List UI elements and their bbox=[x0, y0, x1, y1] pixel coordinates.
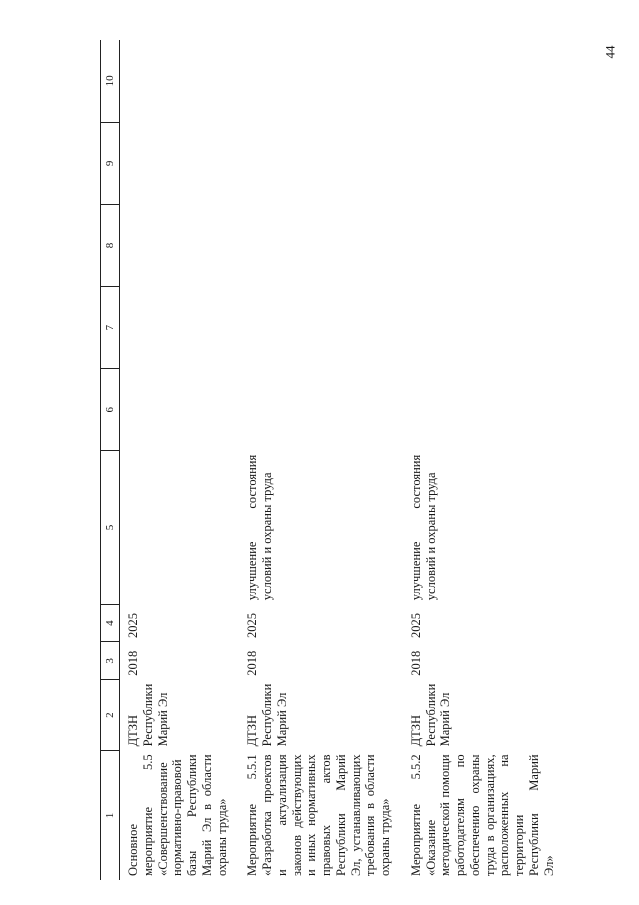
empty-cell bbox=[403, 369, 567, 451]
end-year-cell: 2025 bbox=[245, 612, 260, 638]
empty-cell bbox=[239, 40, 403, 122]
end-year-cell: 2025 bbox=[126, 612, 140, 638]
column-header-7: 7 bbox=[101, 287, 120, 369]
empty-cell bbox=[120, 40, 240, 122]
measure-name-cell: Мероприятие 5.5.1 «Разработка проектов и актуализация законов действующих и иных нормативных правовых актов Республики Марий Эл, устанавливающих требования в области охраны труда» bbox=[245, 754, 392, 876]
empty-cell bbox=[120, 369, 240, 451]
program-table bbox=[100, 40, 566, 880]
empty-cell bbox=[120, 204, 240, 286]
column-header-5: 5 bbox=[101, 451, 120, 604]
table-row bbox=[239, 40, 403, 880]
expected-result-cell: улучшение состояния условий и охраны труда bbox=[408, 454, 438, 601]
empty-cell bbox=[403, 287, 567, 369]
empty-cell bbox=[239, 369, 403, 451]
measure-name-cell: Мероприятие 5.5.2 «Оказание методической помощи работодателям по обеспечению охраны труда в организациях, расположенных на территории Республики Марий Эл» bbox=[408, 754, 556, 876]
expected-result-cell: улучшение состояния условий и охраны труда bbox=[245, 454, 274, 601]
column-header-8: 8 bbox=[101, 204, 120, 286]
column-number-row bbox=[101, 40, 120, 880]
empty-cell bbox=[403, 122, 567, 204]
empty-cell bbox=[239, 122, 403, 204]
executor-cell: ДТЗН Республики Марий Эл bbox=[408, 683, 453, 747]
end-year-cell: 2025 bbox=[408, 612, 423, 638]
expected-result-cell bbox=[120, 451, 240, 604]
start-year-cell: 2018 bbox=[408, 650, 423, 676]
executor-cell: ДТЗН Республики Марий Эл bbox=[245, 683, 289, 747]
empty-cell bbox=[120, 122, 240, 204]
column-header-10: 10 bbox=[101, 40, 120, 122]
rotated-table-sheet bbox=[100, 40, 639, 880]
column-header-3: 3 bbox=[101, 642, 120, 680]
empty-cell bbox=[120, 287, 240, 369]
measure-name-cell: Основное мероприятие 5.5 «Совершенствование нормативно-правовой базы Республики Марий Эл в области охраны труда» bbox=[126, 754, 229, 876]
table-row bbox=[120, 40, 240, 880]
start-year-cell: 2018 bbox=[245, 650, 260, 676]
column-header-6: 6 bbox=[101, 369, 120, 451]
column-header-1: 1 bbox=[101, 750, 120, 880]
start-year-cell: 2018 bbox=[126, 650, 140, 676]
column-header-4: 4 bbox=[101, 604, 120, 642]
page-number: 44 bbox=[602, 45, 618, 59]
column-header-9: 9 bbox=[101, 122, 120, 204]
column-header-2: 2 bbox=[101, 680, 120, 751]
table-row bbox=[403, 40, 567, 880]
empty-cell bbox=[239, 204, 403, 286]
empty-cell bbox=[239, 287, 403, 369]
executor-cell: ДТЗН Республики Марий Эл bbox=[126, 683, 170, 747]
empty-cell bbox=[403, 204, 567, 286]
empty-cell bbox=[403, 40, 567, 122]
